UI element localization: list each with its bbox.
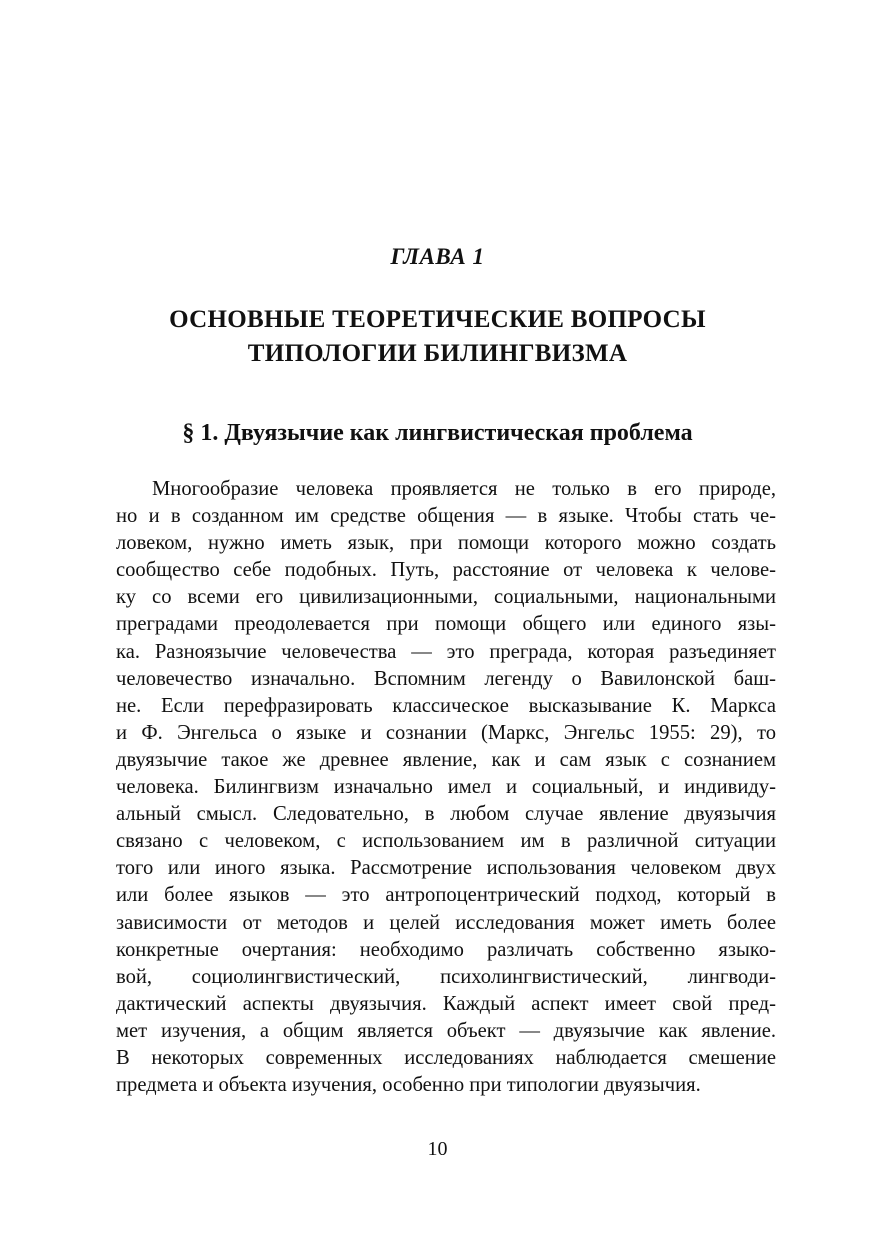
paragraph-line: человека. Билингвизм изначально имел и социальный, и индивиду- [116,776,776,799]
paragraph-line: Многообразие человека проявляется не только в его природе, [152,478,776,500]
paragraph-line: альный смысл. Следовательно, в любом случае явление двуязычия [116,803,776,826]
paragraph-line: но и в созданном им средстве общения — в языке. Чтобы стать че- [116,505,776,528]
paragraph-line: преградами преодолевается при помощи общего или единого язы- [116,613,776,636]
paragraph-line: не. Если перефразировать классическое высказывание К. Маркса [116,694,776,717]
paragraph-line: дактический аспекты двуязычия. Каждый аспект имеет свой пред- [116,992,776,1015]
page-number: 10 [427,1138,448,1160]
chapter-title [0,303,875,371]
paragraph-line: мет изучения, а общим является объект — двуязычие как явление. [116,1019,776,1042]
paragraph-line: ловеком, нужно иметь язык, при помощи которого можно создать [116,532,776,555]
paragraph-line: зависимости от методов и целей исследования может иметь более [116,911,776,934]
paragraph-line: ку со всеми его цивилизационными, социальными, национальными [116,586,776,609]
chapter-title-line: ТИПОЛОГИИ БИЛИНГВИЗМА [247,340,628,367]
paragraph-line: В некоторых современных исследованиях наблюдается смешение [116,1046,776,1069]
paragraph-line: конкретные очертания: необходимо различать собственно языко- [116,938,776,961]
chapter-label: ГЛАВА 1 [390,244,485,269]
chapter-title-line: ОСНОВНЫЕ ТЕОРЕТИЧЕСКИЕ ВОПРОСЫ [169,306,706,333]
body-paragraph [116,476,776,1099]
paragraph-line: человечество изначально. Вспомним легенду о Вавилонской баш- [116,667,776,690]
paragraph-line: ка. Разноязычие человечества — это преграда, которая разъединяет [116,640,776,663]
paragraph-line: и Ф. Энгельса о языке и сознании (Маркс, Энгельс 1955: 29), то [116,721,776,744]
paragraph-line: связано с человеком, с использованием им в различной ситуации [116,830,776,853]
paragraph-line: или более языков — это антропоцентрический подход, который в [116,884,776,907]
section-title: § 1. Двуязычие как лингвистическая проблема [182,420,693,446]
paragraph-line: вой, социолингвистический, психолингвистический, лингводи- [116,965,776,988]
paragraph-line: предмета и объекта изучения, особенно при типологии двуязычия. [116,1074,701,1097]
paragraph-line: того или иного языка. Рассмотрение использования человеком двух [116,857,776,880]
paragraph-line: двуязычие такое же древнее явление, как и сам язык с сознанием [116,748,776,771]
paragraph-line: сообщество себе подобных. Путь, расстояние от человека к челове- [116,559,776,582]
